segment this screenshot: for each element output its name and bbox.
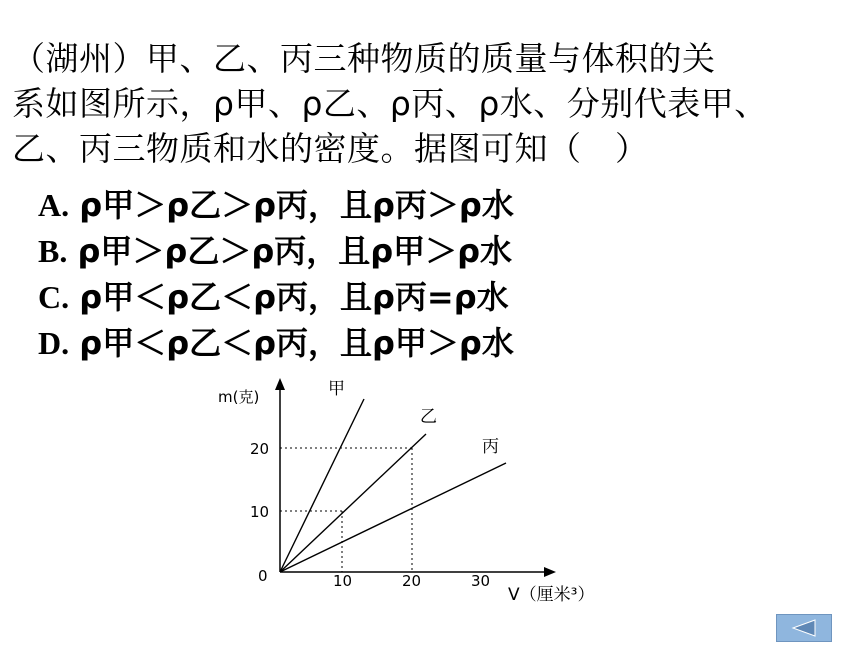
option-a[interactable] [38, 182, 514, 228]
series-label-bing: 丙 [482, 437, 499, 457]
option-c-letter: C. [38, 279, 70, 315]
x-tick-10: 10 [333, 572, 353, 590]
option-b-text: ρ甲＞ρ乙＞ρ丙，且ρ甲＞ρ水 [77, 232, 513, 270]
x-axis-label: V（厘米³） [508, 585, 595, 605]
series-lines [280, 399, 506, 572]
back-button[interactable] [776, 614, 832, 642]
axes [275, 378, 556, 577]
x-tick-30: 30 [471, 572, 491, 590]
triangle-left-icon [789, 618, 819, 638]
question-line-3: 乙、丙三物质和水的密度。据图可知（ ） [12, 129, 649, 168]
x-tick-20: 20 [402, 572, 422, 590]
option-a-letter: A. [38, 187, 70, 223]
series-line-yi [280, 434, 426, 572]
option-b[interactable] [38, 228, 514, 274]
series-label-jia: 甲 [328, 379, 345, 399]
series-label-yi: 乙 [420, 407, 437, 427]
y-axis-arrow-icon [275, 378, 285, 390]
option-c-text: ρ甲＜ρ乙＜ρ丙，且ρ丙=ρ水 [79, 278, 509, 316]
question-line-2: 系如图所示，ρ甲、ρ乙、ρ丙、ρ水、分别代表甲、 [12, 84, 768, 123]
y-tick-10: 10 [250, 503, 270, 521]
y-tick-20: 20 [250, 440, 270, 458]
y-axis-label: m(克) [218, 388, 260, 406]
option-a-text: ρ甲＞ρ乙＞ρ丙，且ρ丙＞ρ水 [79, 186, 514, 224]
mass-volume-graph [212, 372, 632, 607]
answer-options [38, 182, 514, 366]
series-line-bing [280, 463, 506, 572]
origin-label: 0 [258, 567, 268, 585]
x-axis-arrow-icon [544, 567, 556, 577]
option-b-letter: B. [38, 233, 68, 269]
question-text [12, 36, 852, 171]
option-d[interactable] [38, 320, 514, 366]
series-line-jia [280, 399, 364, 572]
question-line-1: （湖州）甲、乙、丙三种物质的质量与体积的关 [12, 39, 716, 78]
option-c[interactable] [38, 274, 514, 320]
option-d-letter: D. [38, 325, 70, 361]
option-d-text: ρ甲＜ρ乙＜ρ丙，且ρ甲＞ρ水 [79, 324, 514, 362]
